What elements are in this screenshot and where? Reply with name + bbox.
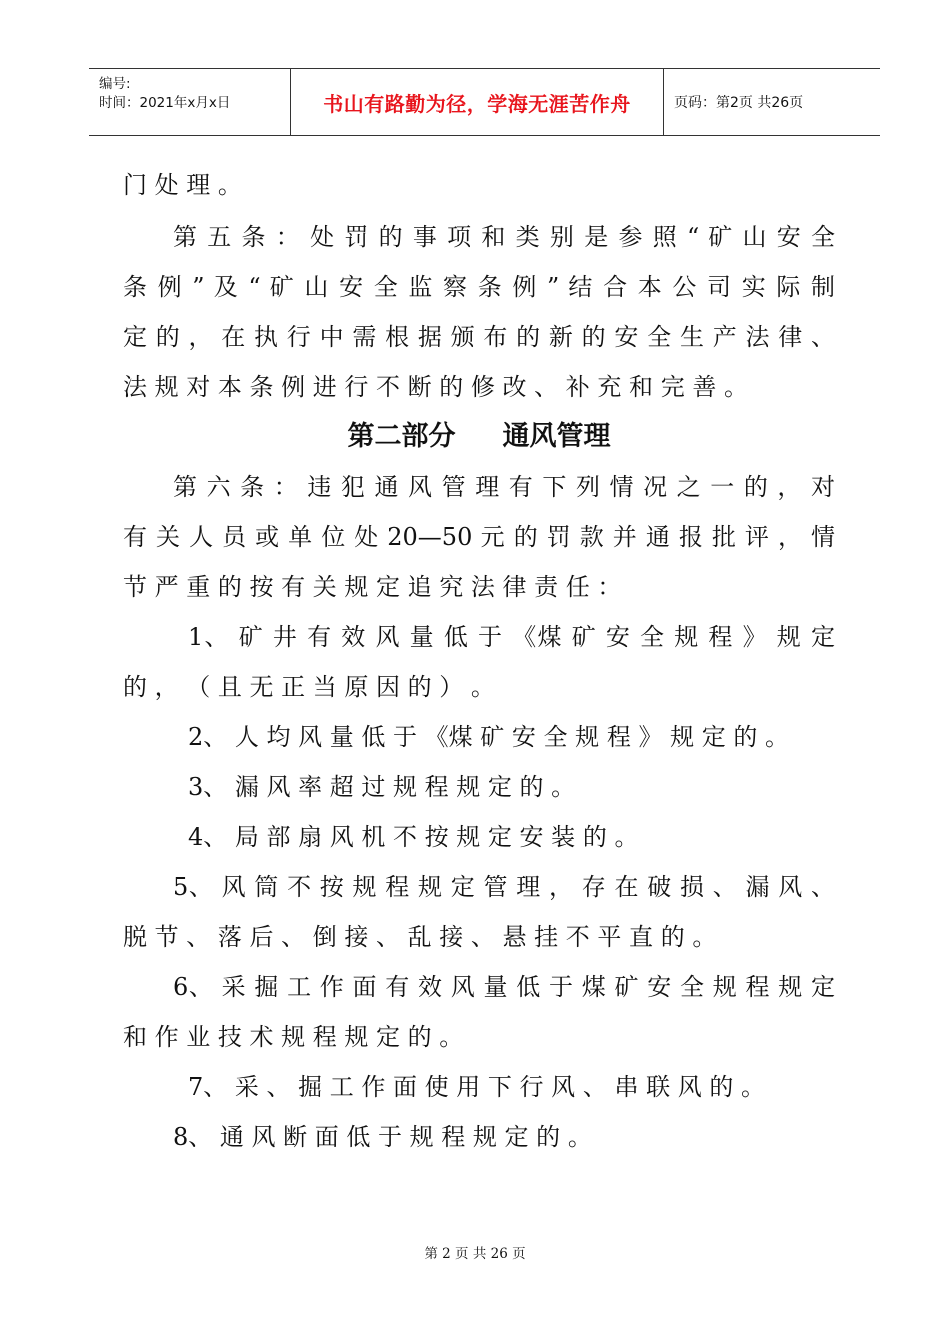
- list-item: 4、 局 部 扇 风 机 不 按 规 定 安 装 的 。: [188, 823, 639, 851]
- body-line: 法 规 对 本 条 例 进 行 不 断 的 修 改 、 补 充 和 完 善 。: [123, 373, 748, 401]
- header-meta: [89, 69, 290, 135]
- page-footer: 第 2 页 共 26 页: [424, 1246, 526, 1262]
- list-item-continuation: 的 ， （ 且 无 正 当 原 因 的 ） 。: [123, 673, 495, 701]
- body-line: 第 六 条 ： 违 犯 通 风 管 理 有 下 列 情 况 之 一 的 ， 对: [173, 473, 835, 501]
- list-item: 3、 漏 风 率 超 过 规 程 规 定 的 。: [188, 773, 576, 801]
- body-line: 有 关 人 员 或 单 位 处 20—50 元 的 罚 款 并 通 报 批 评 ， 情: [123, 523, 835, 551]
- section-title: 第二部分 通风管理: [347, 421, 611, 452]
- list-item-continuation: 和 作 业 技 术 规 程 规 定 的 。: [123, 1023, 464, 1051]
- body-line: 条 例 ” 及 “ 矿 山 安 全 监 察 条 例 ” 结 合 本 公 司 实 际 制: [123, 273, 835, 301]
- page-header: [89, 68, 880, 136]
- header-motto: 书山有路勤为径，学海无涯苦作舟: [323, 91, 631, 116]
- list-item: 7、 采 、 掘 工 作 面 使 用 下 行 风 、 串 联 风 的 。: [188, 1073, 765, 1101]
- header-time-label: 时间：2021年x月x日: [99, 95, 231, 111]
- list-item: 6、 采 掘 工 作 面 有 效 风 量 低 于 煤 矿 安 全 规 程 规 定: [173, 973, 835, 1001]
- list-item: 2、 人 均 风 量 低 于 《煤 矿 安 全 规 程 》 规 定 的 。: [188, 723, 789, 751]
- list-item: 8、 通 风 断 面 低 于 规 程 规 定 的 。: [173, 1123, 592, 1151]
- body-line: 门 处 理 。: [123, 171, 242, 199]
- header-number-label: 编号:: [99, 76, 131, 92]
- list-item: 1、 矿 井 有 效 风 量 低 于 《煤 矿 安 全 规 程 》 规 定: [188, 623, 835, 651]
- header-page-info: [664, 69, 880, 135]
- list-item: 5、 风 筒 不 按 规 程 规 定 管 理 ， 存 在 破 损 、 漏 风 、: [173, 873, 835, 901]
- body-line: 节 严 重 的 按 有 关 规 定 追 究 法 律 责 任 ：: [123, 573, 622, 601]
- header-page-info-text: 页码：第2页 共26页: [674, 95, 804, 111]
- body-line: 第 五 条 ： 处 罚 的 事 项 和 类 别 是 参 照 “ 矿 山 安 全: [173, 223, 835, 251]
- list-item-continuation: 脱 节 、 落 后 、 倒 接 、 乱 接 、 悬 挂 不 平 直 的 。: [123, 923, 717, 951]
- body-line: 定 的 ， 在 执 行 中 需 根 据 颁 布 的 新 的 安 全 生 产 法 律 、: [123, 323, 835, 351]
